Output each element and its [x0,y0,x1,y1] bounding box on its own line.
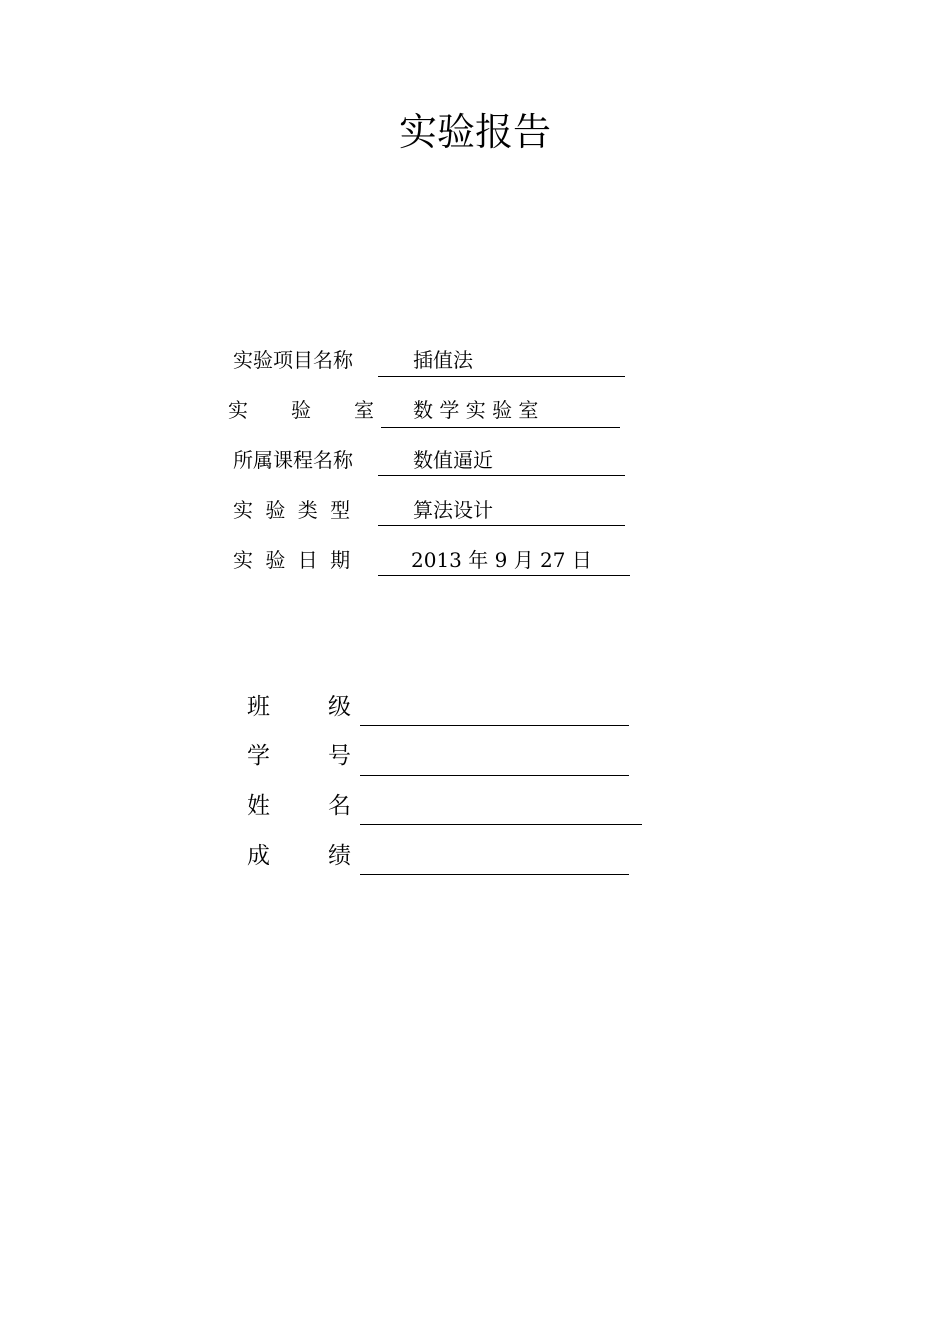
name-underline [360,824,642,825]
experiment-date-underline [378,575,630,576]
class-underline [360,725,629,726]
student-id-label: 学 号 [247,743,355,769]
student-id-underline [360,775,629,776]
experiment-type-underline [378,525,625,526]
experiment-type-label: 实 验 类 型 [233,498,354,522]
grade-underline [360,874,629,875]
grade-label: 成 绩 [247,843,355,869]
project-name-underline [378,376,625,377]
project-name-value: 插值法 [413,348,473,372]
class-label: 班 级 [247,694,355,720]
name-label: 姓 名 [247,793,355,819]
lab-label: 实 验 室 [228,398,375,422]
course-name-label: 所属课程名称 [233,448,353,472]
experiment-type-value: 算法设计 [413,498,493,522]
lab-value: 数 学 实 验 室 [413,398,539,422]
course-name-underline [378,475,625,476]
course-name-value: 数值逼近 [413,448,493,472]
experiment-date-value: 2013 年 9 月 27 日 [411,548,592,572]
experiment-date-label: 实 验 日 期 [233,548,354,572]
project-name-label: 实验项目名称 [233,348,353,372]
lab-underline [381,427,620,428]
page-title: 实验报告 [398,110,551,154]
